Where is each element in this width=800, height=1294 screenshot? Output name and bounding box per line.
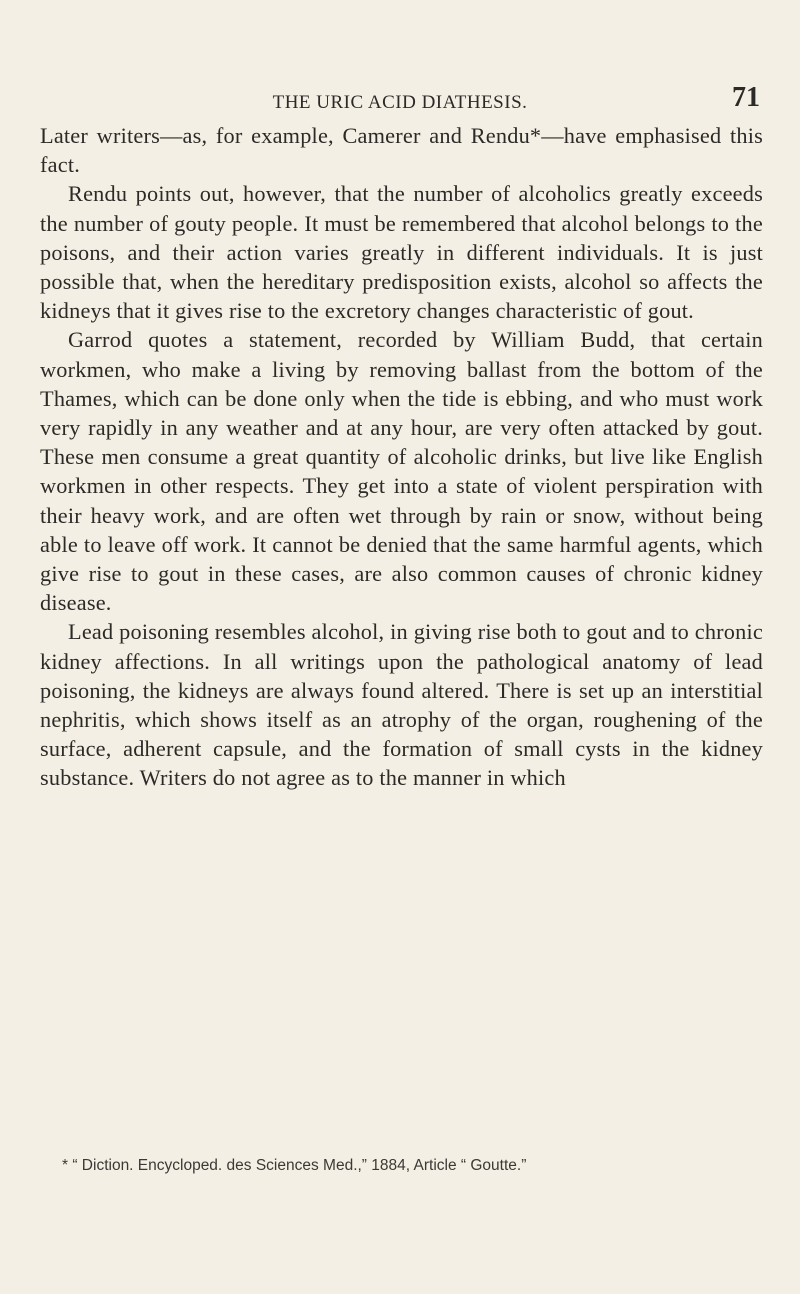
paragraph: Garrod quotes a statement, recorded by William Budd, that certain workmen, who make a living by removing ballast from the bottom of the Thames, which can be done only when the tide is ebbing, and who must work very rapidly in any weather and at any hour, are very often attacked by gout. These men consume a great quantity of alcoholic drinks, but live like English workmen in other respects. They get into a state of violent perspiration with their heavy work, and are often wet through by rain or snow, without being able to leave off work. It cannot be denied that the same harmful agents, which give rise to gout in these cases, are also common causes of chronic kidney disease.	[40, 327, 763, 616]
paragraph: Lead poisoning resembles alcohol, in giving rise both to gout and to chronic kidney affections. In all writings upon the pathological anatomy of lead poisoning, the kidneys are always found altered. There is set up an interstitial nephritis, which shows itself as an atrophy of the organ, roughening of the surface, adherent capsule, and the formation of small cysts in the kidney substance. Writers do not agree as to the manner in which	[40, 619, 763, 791]
running-title: THE URIC ACID DIATHESIS.	[272, 92, 528, 113]
paragraph: Rendu points out, however, that the number of alcoholics greatly exceeds the number of gouty people. It must be remembered that alcohol belongs to the poisons, and their action varies greatly in different individuals. It is just possible that, when the hereditary predisposition exists, alcohol so affects the kidneys that it gives rise to the excretory changes characteristic of gout.	[40, 181, 763, 324]
footnote: * “ Diction. Encycloped. des Sciences Med.,” 1884, Article “ Goutte.”	[62, 1157, 527, 1174]
page-header	[40, 82, 760, 122]
page-number: 71	[732, 82, 760, 113]
paragraph: Later writers—as, for example, Camerer and Rendu*—have emphasised this fact.	[40, 123, 763, 178]
body-text	[40, 121, 763, 793]
